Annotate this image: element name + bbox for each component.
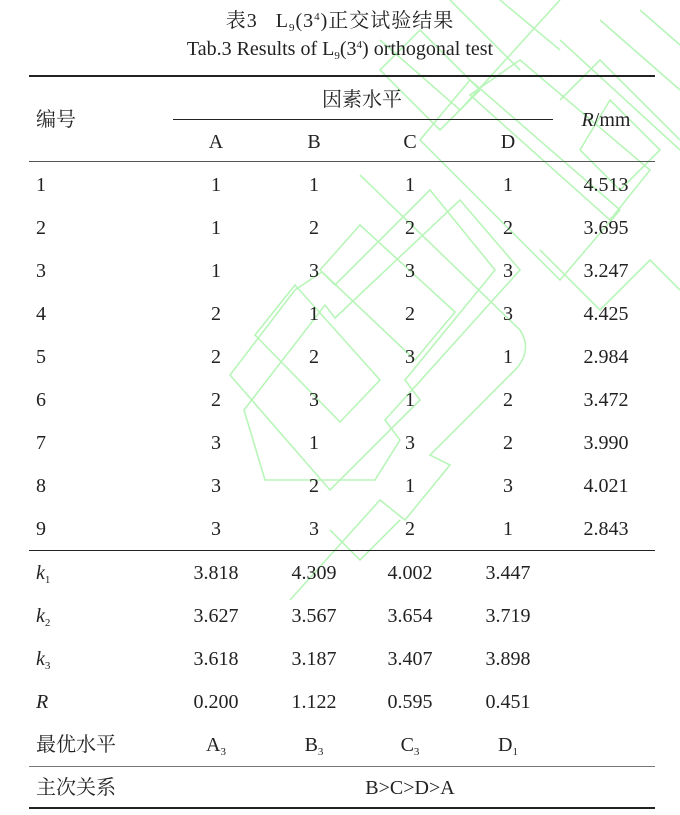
header-factor-a: A [208, 131, 224, 153]
analysis-d: 0.451 [485, 691, 531, 713]
table-top-rule [29, 75, 655, 77]
row-id: 1 [36, 174, 46, 196]
caption-zh-l-sub: 9 [288, 22, 296, 34]
caption-en-sup: 4 [356, 39, 363, 51]
caption-zh-paren-open: (3 [295, 10, 315, 32]
analysis-label [36, 647, 50, 678]
priority-value: B>C>D>A [365, 777, 455, 799]
row-b: 2 [309, 475, 319, 497]
row-b: 1 [309, 174, 319, 196]
caption-en-paren-open: (3 [339, 38, 357, 60]
row-a: 3 [211, 432, 221, 454]
row-a: 1 [211, 260, 221, 282]
row-d: 2 [503, 432, 513, 454]
optimal-b-sub: 3 [317, 746, 324, 758]
row-id: 3 [36, 260, 46, 282]
row-c: 2 [405, 303, 415, 325]
row-id: 7 [36, 432, 46, 454]
analysis-a: 3.627 [193, 605, 239, 627]
priority-label: 主次关系 [36, 777, 116, 799]
row-r: 3.247 [583, 260, 629, 282]
caption-zh-prefix: 表3 [225, 10, 258, 32]
row-b: 3 [309, 518, 319, 540]
optimal-b-base: B [304, 734, 318, 756]
analysis-c: 3.407 [387, 648, 433, 670]
factor-group-rule [173, 119, 553, 120]
row-id: 5 [36, 346, 46, 368]
analysis-label [36, 604, 50, 635]
optimal-bottom-rule [29, 766, 655, 767]
row-b: 3 [309, 260, 319, 282]
row-c: 1 [405, 475, 415, 497]
analysis-a: 3.618 [193, 648, 239, 670]
analysis-b: 3.187 [291, 648, 337, 670]
row-d: 3 [503, 303, 513, 325]
analysis-label-base: k [36, 605, 45, 627]
row-d: 2 [503, 389, 513, 411]
analysis-b: 1.122 [291, 691, 337, 713]
row-d: 1 [503, 174, 513, 196]
analysis-d: 3.719 [485, 605, 531, 627]
caption-en-l-sub: 9 [334, 50, 340, 62]
analysis-label-sub: 2 [44, 617, 51, 629]
caption-zh-l: L [275, 10, 289, 32]
optimal-a-base: A [206, 734, 221, 756]
optimal-d-sub: 1 [512, 746, 518, 758]
analysis-d: 3.447 [485, 562, 531, 584]
row-d: 2 [503, 217, 513, 239]
caption-zh-sup: 4 [314, 11, 321, 23]
row-id: 4 [36, 303, 46, 325]
analysis-c: 3.654 [387, 605, 433, 627]
row-c: 3 [405, 432, 415, 454]
row-c: 2 [405, 518, 415, 540]
row-d: 3 [503, 260, 513, 282]
row-id: 6 [36, 389, 46, 411]
row-r: 3.695 [583, 217, 629, 239]
optimal-level-label: 最优水平 [36, 734, 116, 756]
optimal-a [206, 733, 226, 764]
header-factor-b: B [307, 131, 321, 153]
caption-en-paren-close: ) orthogonal test [362, 38, 494, 60]
header-bottom-rule [29, 161, 655, 162]
analysis-label-base: k [36, 562, 45, 584]
row-c: 3 [405, 260, 415, 282]
row-r: 2.984 [583, 346, 629, 368]
header-factor-c: C [403, 131, 417, 153]
row-a: 3 [211, 475, 221, 497]
row-a: 2 [211, 303, 221, 325]
analysis-b: 3.567 [291, 605, 337, 627]
analysis-label-sub: 3 [44, 660, 51, 672]
optimal-a-sub: 3 [220, 746, 226, 758]
header-result-symbol: R [581, 109, 594, 131]
row-a: 2 [211, 346, 221, 368]
row-d: 1 [503, 518, 513, 540]
row-r: 3.472 [583, 389, 629, 411]
row-b: 1 [309, 303, 319, 325]
analysis-label-base: k [36, 648, 45, 670]
row-b: 3 [309, 389, 319, 411]
analysis-label [36, 561, 50, 592]
row-c: 2 [405, 217, 415, 239]
data-bottom-rule [29, 550, 655, 551]
row-d: 1 [503, 346, 513, 368]
row-a: 1 [211, 217, 221, 239]
row-r: 4.513 [583, 174, 629, 196]
row-c: 1 [405, 174, 415, 196]
optimal-c-base: C [400, 734, 414, 756]
row-r: 3.990 [583, 432, 629, 454]
row-a: 1 [211, 174, 221, 196]
caption-en-prefix: Tab.3 Results of L [186, 38, 335, 60]
optimal-c [401, 733, 420, 764]
caption-zh-paren-close: )正交试验结果 [320, 10, 455, 32]
optimal-d [498, 733, 518, 764]
table-caption-zh [0, 4, 680, 34]
analysis-a: 3.818 [193, 562, 239, 584]
row-b: 2 [309, 217, 319, 239]
optimal-b [305, 733, 324, 764]
header-factor-d: D [500, 131, 516, 153]
header-factor-group: 因素水平 [322, 89, 402, 111]
table-bottom-rule [29, 807, 655, 809]
table-caption-en [0, 38, 680, 62]
header-id: 编号 [36, 109, 76, 131]
optimal-c-sub: 3 [413, 746, 420, 758]
row-id: 9 [36, 518, 46, 540]
row-a: 2 [211, 389, 221, 411]
row-id: 8 [36, 475, 46, 497]
row-b: 2 [309, 346, 319, 368]
header-result-unit: /mm [593, 109, 631, 131]
row-c: 3 [405, 346, 415, 368]
row-b: 1 [309, 432, 319, 454]
row-r: 2.843 [583, 518, 629, 540]
row-r: 4.021 [583, 475, 629, 497]
row-d: 3 [503, 475, 513, 497]
analysis-b: 4.309 [291, 562, 337, 584]
analysis-d: 3.898 [485, 648, 531, 670]
row-r: 4.425 [583, 303, 629, 325]
optimal-d-base: D [498, 734, 513, 756]
header-result [582, 108, 631, 132]
analysis-c: 0.595 [387, 691, 433, 713]
analysis-label-sub: 1 [44, 574, 51, 586]
analysis-c: 4.002 [387, 562, 433, 584]
row-c: 1 [405, 389, 415, 411]
analysis-label: R [36, 691, 49, 713]
analysis-a: 0.200 [193, 691, 239, 713]
row-a: 3 [211, 518, 221, 540]
row-id: 2 [36, 217, 46, 239]
